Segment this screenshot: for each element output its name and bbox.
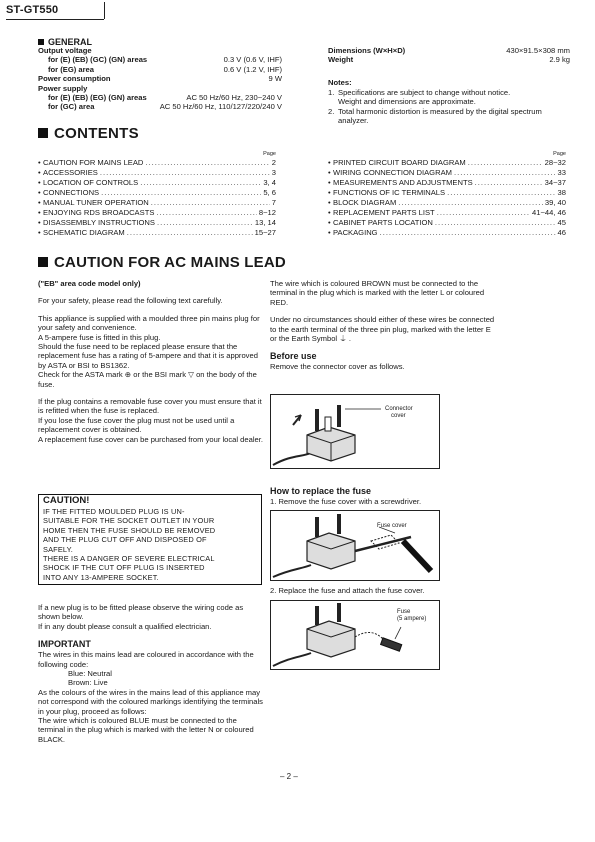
toc-item xyxy=(38,198,276,208)
spec-value: AC 50 Hz/60 Hz, 110/127/220/240 V xyxy=(159,102,282,112)
spec-row xyxy=(38,93,282,102)
toc-page: 39, 40 xyxy=(544,198,566,207)
toc-label: CABINET PARTS LOCATION xyxy=(333,218,433,227)
spec-label: Output voltage xyxy=(38,46,92,55)
toc-item xyxy=(38,158,276,168)
header-rule-vertical xyxy=(104,2,105,19)
important-heading: IMPORTANT xyxy=(38,639,91,650)
toc-label: DISASSEMBLY INSTRUCTIONS xyxy=(43,218,155,227)
bullet-icon: • xyxy=(328,228,331,237)
toc-item xyxy=(38,178,276,188)
contents-heading: CONTENTS xyxy=(38,125,139,142)
toc-item xyxy=(328,218,566,228)
notes-title: Notes: xyxy=(328,78,352,87)
toc-item xyxy=(38,218,276,228)
toc-item xyxy=(38,208,276,218)
bullet-icon: • xyxy=(328,208,331,217)
toc-item xyxy=(328,198,566,208)
paragraph: For your safety, please read the following text carefully. xyxy=(38,296,223,306)
dimensions-block xyxy=(328,46,570,65)
toc-label: PRINTED CIRCUIT BOARD DIAGRAM xyxy=(333,158,466,167)
toc-label: MEASUREMENTS AND ADJUSTMENTS xyxy=(333,178,473,187)
toc-item xyxy=(328,208,566,218)
spec-row xyxy=(38,74,282,83)
toc-item xyxy=(328,158,566,168)
toc-label: CAUTION FOR MAINS LEAD xyxy=(43,158,144,167)
caution-box-title: CAUTION! xyxy=(43,495,90,506)
toc-leader xyxy=(475,178,543,188)
toc-leader xyxy=(447,188,555,198)
bullet-icon: • xyxy=(38,228,41,237)
step-1: 1. Remove the fuse cover with a screwdriver. xyxy=(270,497,422,506)
toc-page: 46 xyxy=(557,228,566,237)
bullet-icon: • xyxy=(328,198,331,207)
paragraph: Under no circumstances should either of these wires be connected to the earth terminal of the three pin plug, marked with the letter E or the Earth Symbol ⏚ . xyxy=(270,315,495,344)
toc-leader xyxy=(398,198,543,208)
plug-connector-diagram xyxy=(271,395,439,468)
general-heading: GENERAL xyxy=(38,37,92,47)
toc-label: ENJOYING RDS BROADCASTS xyxy=(43,208,155,217)
dimensions-label: Dimensions (W×H×D) xyxy=(328,46,406,55)
bullet-icon: • xyxy=(328,178,331,187)
caution-box-text: IF THE FITTED MOULDED PLUG IS UN- SUITABLE FOR THE SOCKET OUTLET IN YOUR HOME THEN THE FUSE SHOULD BE REMOVED AND THE PLUG CUT OFF AND DISPOSED OF SAFELY. THERE IS A DANGER OF SEVERE ELECTRICAL SHOCK IF THE CUT OFF PLUG IS INSERTED INTO ANY 13-AMPERE SOCKET. xyxy=(43,507,216,582)
toc-page-header: Page xyxy=(263,151,276,157)
figure-remove-fuse-cover xyxy=(270,510,440,581)
spec-value: 9 W xyxy=(268,74,282,84)
toc-label: WIRING CONNECTION DIAGRAM xyxy=(333,168,452,177)
toc-left-column xyxy=(38,151,276,238)
left-text-column xyxy=(38,279,264,452)
screwdriver-diagram xyxy=(271,511,439,580)
toc-right-column xyxy=(328,151,566,238)
toc-page-header: Page xyxy=(553,151,566,157)
spec-row xyxy=(38,55,282,64)
square-bullet-icon xyxy=(38,128,48,138)
spec-value: 0.6 V (1.2 V, IHF) xyxy=(223,64,282,74)
toc-label: CONNECTIONS xyxy=(43,188,100,197)
bullet-icon: • xyxy=(38,198,41,207)
toc-label: BLOCK DIAGRAM xyxy=(333,198,397,207)
paragraph: The wire which is coloured BLUE must be connected to the terminal in the plug which is marked with the letter N or coloured BLACK. xyxy=(38,716,254,744)
spec-row xyxy=(38,102,282,111)
toc-item xyxy=(328,188,566,198)
bullet-icon: • xyxy=(38,218,41,227)
connector-cover-label: Connector cover xyxy=(385,406,413,419)
toc-item xyxy=(38,188,276,198)
caution-box xyxy=(38,494,262,585)
paragraph: Remove the connector cover as follows. xyxy=(270,362,405,372)
how-to-replace-heading: How to replace the fuse xyxy=(270,486,372,496)
toc-page: 45 xyxy=(557,218,566,227)
toc-leader xyxy=(157,218,253,228)
toc-item xyxy=(328,168,566,178)
toc-label: SCHEMATIC DIAGRAM xyxy=(43,228,125,237)
weight-value: 2.9 kg xyxy=(549,55,570,65)
bullet-icon: • xyxy=(328,168,331,177)
right-text-column xyxy=(270,279,496,372)
caution-heading: CAUTION FOR AC MAINS LEAD xyxy=(38,254,286,271)
spec-row xyxy=(38,65,282,74)
bullet-icon: • xyxy=(328,218,331,227)
paragraph: As the colours of the wires in the mains lead of this appliance may not correspond with the coloured markings identifying the terminals in your plug, proceed as follows: xyxy=(38,687,263,716)
left-lower-column xyxy=(38,603,264,744)
spec-value: 0.3 V (0.6 V, IHF) xyxy=(223,55,282,65)
spec-label: for (E) (EB) (EG) (GN) areas xyxy=(48,92,147,102)
spec-label: for (E) (EB) (GC) (GN) areas xyxy=(48,55,148,65)
toc-leader xyxy=(151,198,270,208)
before-use-heading: Before use xyxy=(270,351,317,362)
toc-leader xyxy=(468,158,543,168)
bullet-icon: • xyxy=(38,188,41,197)
toc-page: 41~44, 46 xyxy=(532,208,566,217)
toc-leader xyxy=(127,228,253,238)
weight-label: Weight xyxy=(328,55,354,65)
spec-row xyxy=(38,84,282,93)
paragraph: The wire which is coloured BROWN must be connected to the terminal in the plug which is marked with the letter L or coloured RED. xyxy=(270,279,485,307)
toc-leader xyxy=(435,218,556,228)
toc-item xyxy=(328,228,566,238)
fuse-label: Fuse (5 ampere) xyxy=(397,609,427,622)
toc-page: 34~37 xyxy=(544,178,566,187)
paragraph: If a new plug is to be fitted please observe the wiring code as shown below. If in any doubt please consult a qualified electrician. xyxy=(38,603,244,631)
toc-label: LOCATION OF CONTROLS xyxy=(43,178,139,187)
area-code-note: ("EB" area code model only) xyxy=(38,279,141,288)
toc-page: 33 xyxy=(557,168,566,177)
toc-page: 3, 4 xyxy=(263,178,276,187)
dimensions-value: 430×91.5×308 mm xyxy=(506,46,570,55)
spec-row xyxy=(38,46,282,55)
toc-label: FUNCTIONS OF IC TERMINALS xyxy=(333,188,446,197)
toc-leader xyxy=(140,178,261,188)
paragraph: The wires in this mains lead are coloured in accordance with the following code: xyxy=(38,650,254,669)
fuse-cover-label: Fuse cover xyxy=(377,523,407,529)
bullet-icon: • xyxy=(328,158,331,167)
wire-code-blue: Blue: Neutral xyxy=(68,669,112,679)
bullet-icon: • xyxy=(328,188,331,197)
toc-leader xyxy=(145,158,269,168)
toc-leader xyxy=(100,168,270,178)
spec-list xyxy=(38,46,282,112)
wire-code-brown: Brown: Live xyxy=(68,678,108,688)
note-item: 2. Total harmonic distortion is measured by the digital spectrum analyzer. xyxy=(328,106,542,126)
toc-page: 28~32 xyxy=(544,158,566,167)
toc-item xyxy=(38,168,276,178)
model-number: ST-GT550 xyxy=(6,4,59,16)
paragraph: This appliance is supplied with a moulded three pin mains plug for your safety and convenience. A 5-ampere fuse is fitted in this plug. Should the fuse need to be replaced please ensure that the replacement fuse has a rating of 5-ampere and that it is approved by ASTA or BSI to BS1362. Check for the ASTA mark ⊕ or the BSI mark ▽ on the body of the fuse. xyxy=(38,313,260,389)
spec-row xyxy=(328,46,570,55)
toc-item xyxy=(328,178,566,188)
toc-page: 5, 6 xyxy=(263,188,276,197)
toc-page: 38 xyxy=(557,188,566,197)
toc-page: 15~27 xyxy=(254,228,276,237)
toc-label: PACKAGING xyxy=(333,228,378,237)
square-bullet-icon xyxy=(38,39,44,45)
toc-item xyxy=(38,228,276,238)
toc-page: 3 xyxy=(271,168,276,177)
bullet-icon: • xyxy=(38,208,41,217)
toc-label: ACCESSORIES xyxy=(43,168,98,177)
toc-page: 13, 14 xyxy=(254,218,276,227)
toc-page: 8~12 xyxy=(258,208,276,217)
toc-page: 2 xyxy=(271,158,276,167)
toc-leader xyxy=(156,208,256,218)
spec-row xyxy=(328,55,570,64)
toc-label: MANUAL TUNER OPERATION xyxy=(43,198,149,207)
header-rule-horizontal xyxy=(6,19,104,20)
notes-list xyxy=(328,88,578,126)
spec-label: Power consumption xyxy=(38,74,111,84)
toc-leader xyxy=(454,168,556,178)
toc-leader xyxy=(380,228,556,238)
replace-fuse-section xyxy=(270,486,496,506)
toc-leader xyxy=(437,208,530,218)
spec-label: for (EG) area xyxy=(48,64,94,74)
paragraph: If the plug contains a removable fuse cover you must ensure that it is refitted when the fuse is replaced. If you lose the fuse cover the plug must not be used until a replacement cover is obtained. A replacement fuse cover can be purchased from your local dealer. xyxy=(38,397,263,444)
spec-value: AC 50 Hz/60 Hz, 230~240 V xyxy=(186,92,282,102)
note-item: 1. Specifications are subject to change without notice. Weight and dimensions are approximate. xyxy=(328,88,511,107)
step-2: 2. Replace the fuse and attach the fuse cover. xyxy=(270,586,425,595)
page-number: – 2 – xyxy=(280,772,298,781)
square-bullet-icon xyxy=(38,257,48,267)
spec-label: Power supply xyxy=(38,83,88,93)
figure-connector-cover xyxy=(270,394,440,469)
bullet-icon: • xyxy=(38,178,41,187)
figure-fuse xyxy=(270,600,440,670)
bullet-icon: • xyxy=(38,168,41,177)
toc-leader xyxy=(101,188,261,198)
toc-page: 7 xyxy=(271,198,276,207)
bullet-icon: • xyxy=(38,158,41,167)
toc-label: REPLACEMENT PARTS LIST xyxy=(333,208,435,217)
spec-label: for (GC) area xyxy=(48,102,95,112)
